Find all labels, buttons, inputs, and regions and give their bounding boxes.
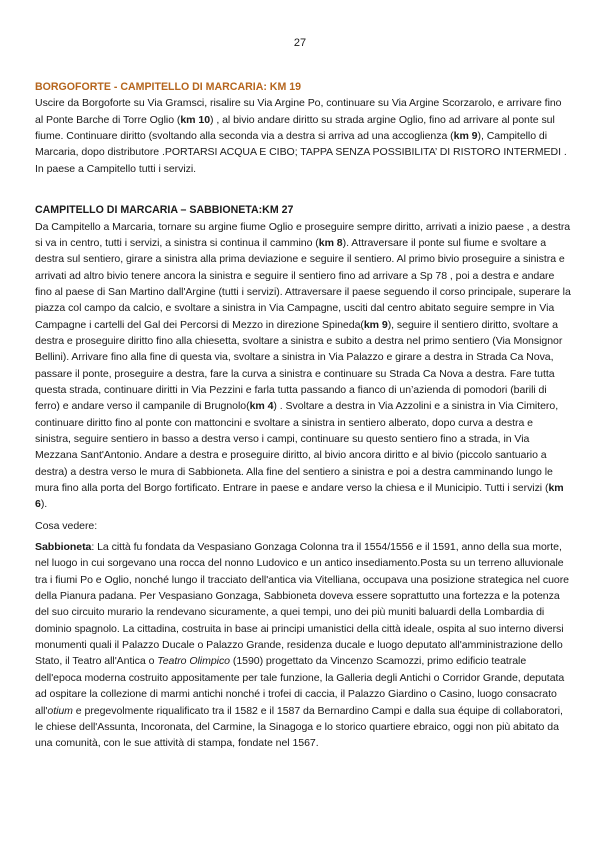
section-body-campitello — [35, 219, 571, 513]
bold-text: Sabbioneta — [35, 541, 92, 554]
section-spacer — [35, 177, 571, 202]
bold-text: km 6 — [35, 482, 564, 511]
italic-text: otium — [47, 704, 73, 717]
bold-text: km 9 — [453, 130, 478, 143]
italic-text: Teatro Olimpico — [157, 655, 230, 668]
section-title-borgoforte: BORGOFORTE - CAMPITELLO DI MARCARIA: KM 19 — [35, 81, 302, 93]
text-run: ). Attraversare il ponte sul fiume e svoltare a destra sul sentiero, girare a sinistra alla prima deviazione e seguire il sentiero. Al primo bivio proseguire a sinistra e arrivati ad altro bivio tenere ancora la sinistra e seguire il sentiero fino ad arrivare a Sp 78 , poi a destra e andare fino al paese di San Martino dall'Argine (tutti i servizi). Attraversare il paese seguendo il corso principale, superare la piazza col campo da calcio, e svoltare a sinistra in Via Campagne, usciti dal centro abitato seguire sempre in Via Campagne i cartelli del Gal dei Percorsi di Mezzo in direzione Spineda( — [35, 236, 571, 331]
text-run: ), Campitello di Marcaria, dopo distributore .PORTARSI ACQUA E CIBO; TAPPA SENZA POSSIBILITA’ DI RISTORO INTERMEDI . In paese a Campitello tutti i servizi. — [35, 130, 567, 175]
text-run: Da Campitello a Marcaria, tornare su argine fiume Oglio e proseguire sempre diritto, arrivati a inizio paese , a destra si va in centro, tutti i servizi, a sinistra si continua il cammino ( — [35, 220, 571, 249]
text-run: ) . Svoltare a destra in Via Azzolini e a sinistra in Via Cimitero, continuare diritto fino al ponte con mattoncini e svoltare a sinistra in sentiero alberato, dopo curva a destra e sinistra, seguire sentiero in basso a destra verso i campi, continuare su questo sentiero fino a strada, in Via Mezzana Sant'Antonio. Andare a destra e proseguire diritto, al bivio ancora diritto e al bivio (piccolo santuario a destra) a destra verso le mura di Sabbioneta. Alla fine del sentiero a sinistra e poi a destra camminando lungo le mura fino alla porta del Borgo fortificato. Entrare in paese e andare verso la chiesa e il Municipio. Tutti i servizi ( — [35, 400, 559, 495]
text-run: : La città fu fondata da Vespasiano Gonzaga Colonna tra il 1554/1556 e il 1591, anno della sua morte, nel luogo in cui sorgevano una rocca del nonno Ludovico e un antico insediamento.Posta su un terreno alluvionale tra i fiumi Po e Oglio, nonché lungo il tracciato dell'antica via Vitelliana, occupava una posizione strategica nel cuore della Pianura padana. Per Vespasiano Gonzaga, Sabbioneta doveva essere soprattutto una fortezza e la potenza del suo circuito murario la rendevano sicuramente, a quei tempi, uno dei più muniti baluardi della Lombardia di dominio spagnolo. La cittadina, costruita in base ai principi umanistici della città ideale, ospita al suo interno diversi monumenti quali il Palazzo Ducale o Palazzo Grande, residenza ducale e luogo deputato all'amministrazione dello Stato, il Teatro all'Antica o — [35, 541, 569, 668]
bold-text: km 9 — [363, 318, 388, 331]
text-run: ), seguire il sentiero diritto, svoltare a destra e proseguire diritto fino alla chiesetta, svoltare a sinistra e subito a destra nel primo sentiero (Via Monsignor Bellini). Arrivare fino alla fine di questa via, svoltare a sinistra in Via Palazzo e girare a destra in Strada Ca Nova, passare il ponte, proseguire a destra, fare la curva a sinistra e continuare su Strada Ca Nova a destra. Fare tutta questa strada, continuare diritti in Via Pezzini e farla tutta passando a fianco di un’azienda di pomodori (barili di ferro) e andare verso il campanile di Brugnolo( — [35, 318, 563, 413]
section-body-borgoforte — [35, 95, 571, 177]
section-title-campitello: CAMPITELLO DI MARCARIA – SABBIONETA:KM 27 — [35, 204, 294, 217]
cosa-vedere-label: Cosa vedere: — [35, 519, 98, 532]
bold-text: km 8 — [318, 236, 343, 249]
text-run: (1590) progettato da Vincenzo Scamozzi, primo edificio teatrale dell'epoca moderna costruito appositamente per tale funzione, la Galleria degli Antichi o Corridor Grande, deputata ad ospitare la collezione di marmi antichi nonché i trofei di caccia, il Palazzo Giardino o Casino, luogo consacrato all' — [35, 655, 565, 717]
text-run: ) , al bivio andare diritto su strada argine Oglio, fino ad arrivare al ponte sul fiume. Continuare diritto (svoltando alla seconda via a destra si arriva ad una accoglienza ( — [35, 113, 555, 143]
text-run: ). — [40, 498, 48, 511]
document-content — [35, 79, 571, 752]
page-number: 27 — [293, 37, 307, 49]
text-run: Uscire da Borgoforte su Via Gramsci, risalire su Via Argine Po, continuare su Via Argine Scorzarolo, e arrivare fino al Ponte Barche di Torre Oglio ( — [35, 97, 562, 126]
sabbioneta-paragraph — [35, 539, 571, 751]
bold-text: km 4 — [249, 400, 274, 413]
bold-text: km 10 — [180, 113, 211, 126]
text-run: e pregevolmente riqualificato tra il 1582 e il 1587 da Bernardino Campi e dalla sua équipe di collaboratori, le chiese dell'Assunta, Incoronata, del Carmine, la Sinagoga e lo storico quartiere ebraico, oggi non più abitato da una comunità, con le sue attività di stampa, fondate nel 1567. — [35, 704, 563, 750]
